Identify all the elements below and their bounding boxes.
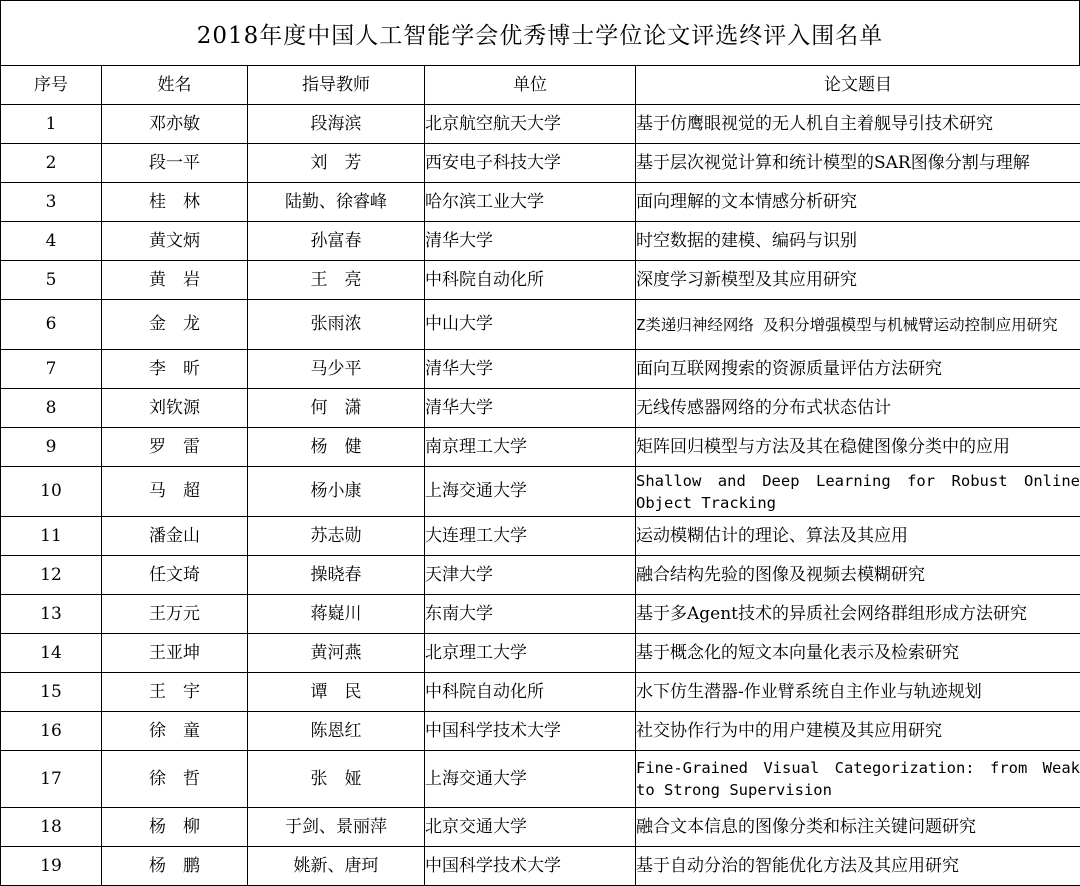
- row-unit: 北京理工大学: [425, 634, 636, 673]
- row-unit: 中国科学技术大学: [425, 847, 636, 886]
- row-name: 任文琦: [102, 556, 248, 595]
- table-row: [1, 634, 1080, 673]
- row-thesis: 融合结构先验的图像及视频去模糊研究: [636, 556, 1080, 595]
- row-name: 潘金山: [102, 517, 248, 556]
- row-number: 14: [1, 634, 102, 673]
- row-advisor: 姚新、唐珂: [248, 847, 425, 886]
- row-unit: 清华大学: [425, 350, 636, 389]
- header-advisor: 指导教师: [248, 66, 425, 105]
- table-row: [1, 847, 1080, 886]
- header-name: 姓名: [102, 66, 248, 105]
- row-name: 王亚坤: [102, 634, 248, 673]
- row-advisor: 苏志勋: [248, 517, 425, 556]
- row-name: 王 宇: [102, 673, 248, 712]
- row-advisor: 马少平: [248, 350, 425, 389]
- row-advisor: 王 亮: [248, 261, 425, 300]
- row-thesis: Shallow and Deep Learning for Robust Online Object Tracking: [636, 467, 1080, 517]
- row-unit: 上海交通大学: [425, 751, 636, 808]
- table-row: [1, 673, 1080, 712]
- table-row: [1, 467, 1080, 517]
- row-number: 11: [1, 517, 102, 556]
- table-row: [1, 808, 1080, 847]
- row-unit: 中山大学: [425, 300, 636, 350]
- table-row: [1, 222, 1080, 261]
- row-number: 18: [1, 808, 102, 847]
- table-row: [1, 556, 1080, 595]
- row-advisor: 刘 芳: [248, 144, 425, 183]
- row-thesis: Z类递归神经网络 及积分增强模型与机械臂运动控制应用研究: [636, 300, 1080, 350]
- table-row: [1, 183, 1080, 222]
- row-advisor: 何 潇: [248, 389, 425, 428]
- row-name: 王万元: [102, 595, 248, 634]
- row-number: 8: [1, 389, 102, 428]
- row-thesis: 水下仿生潜器-作业臂系统自主作业与轨迹规划: [636, 673, 1080, 712]
- row-advisor: 张 娅: [248, 751, 425, 808]
- row-advisor: 孙富春: [248, 222, 425, 261]
- finalist-table: [0, 65, 1080, 886]
- row-number: 9: [1, 428, 102, 467]
- row-thesis: 基于概念化的短文本向量化表示及检索研究: [636, 634, 1080, 673]
- row-unit: 中科院自动化所: [425, 261, 636, 300]
- row-thesis: 基于仿鹰眼视觉的无人机自主着舰导引技术研究: [636, 105, 1080, 144]
- row-name: 杨 柳: [102, 808, 248, 847]
- row-unit: 清华大学: [425, 389, 636, 428]
- row-thesis: 基于层次视觉计算和统计模型的SAR图像分割与理解: [636, 144, 1080, 183]
- row-name: 金 龙: [102, 300, 248, 350]
- row-name: 邓亦敏: [102, 105, 248, 144]
- table-row: [1, 261, 1080, 300]
- row-advisor: 陆勤、徐睿峰: [248, 183, 425, 222]
- row-unit: 中国科学技术大学: [425, 712, 636, 751]
- row-thesis: 社交协作行为中的用户建模及其应用研究: [636, 712, 1080, 751]
- row-thesis: 无线传感器网络的分布式状态估计: [636, 389, 1080, 428]
- table-header-row: [1, 66, 1080, 105]
- row-number: 3: [1, 183, 102, 222]
- row-thesis: 基于多Agent技术的异质社会网络群组形成方法研究: [636, 595, 1080, 634]
- row-number: 15: [1, 673, 102, 712]
- row-number: 16: [1, 712, 102, 751]
- table-row: [1, 712, 1080, 751]
- row-unit: 西安电子科技大学: [425, 144, 636, 183]
- row-advisor: 段海滨: [248, 105, 425, 144]
- row-unit: 北京航空航天大学: [425, 105, 636, 144]
- header-no: 序号: [1, 66, 102, 105]
- row-unit: 中科院自动化所: [425, 673, 636, 712]
- row-advisor: 张雨浓: [248, 300, 425, 350]
- row-name: 黄文炳: [102, 222, 248, 261]
- row-number: 10: [1, 467, 102, 517]
- row-advisor: 杨 健: [248, 428, 425, 467]
- table-row: [1, 428, 1080, 467]
- row-advisor: 黄河燕: [248, 634, 425, 673]
- row-number: 17: [1, 751, 102, 808]
- row-thesis: 面向互联网搜索的资源质量评估方法研究: [636, 350, 1080, 389]
- row-advisor: 于剑、景丽萍: [248, 808, 425, 847]
- table-row: [1, 105, 1080, 144]
- row-thesis: 深度学习新模型及其应用研究: [636, 261, 1080, 300]
- row-number: 4: [1, 222, 102, 261]
- row-name: 段一平: [102, 144, 248, 183]
- row-name: 黄 岩: [102, 261, 248, 300]
- row-thesis: Fine-Grained Visual Categorization: from Weak to Strong Supervision: [636, 751, 1080, 808]
- row-number: 12: [1, 556, 102, 595]
- row-thesis: 矩阵回归模型与方法及其在稳健图像分类中的应用: [636, 428, 1080, 467]
- row-thesis: 融合文本信息的图像分类和标注关键问题研究: [636, 808, 1080, 847]
- row-advisor: 杨小康: [248, 467, 425, 517]
- row-number: 7: [1, 350, 102, 389]
- table-row: [1, 144, 1080, 183]
- row-name: 桂 林: [102, 183, 248, 222]
- row-name: 罗 雷: [102, 428, 248, 467]
- row-thesis: 运动模糊估计的理论、算法及其应用: [636, 517, 1080, 556]
- row-name: 徐 哲: [102, 751, 248, 808]
- header-unit: 单位: [425, 66, 636, 105]
- row-name: 徐 童: [102, 712, 248, 751]
- row-number: 6: [1, 300, 102, 350]
- page-title: 2018年度中国人工智能学会优秀博士学位论文评选终评入围名单: [0, 0, 1080, 65]
- row-name: 刘钦源: [102, 389, 248, 428]
- row-unit: 哈尔滨工业大学: [425, 183, 636, 222]
- row-number: 1: [1, 105, 102, 144]
- row-unit: 大连理工大学: [425, 517, 636, 556]
- row-unit: 南京理工大学: [425, 428, 636, 467]
- row-unit: 天津大学: [425, 556, 636, 595]
- table-row: [1, 751, 1080, 808]
- row-advisor: 谭 民: [248, 673, 425, 712]
- row-advisor: 操晓春: [248, 556, 425, 595]
- row-name: 李 昕: [102, 350, 248, 389]
- table-row: [1, 389, 1080, 428]
- row-name: 马 超: [102, 467, 248, 517]
- row-unit: 上海交通大学: [425, 467, 636, 517]
- table-row: [1, 350, 1080, 389]
- table-row: [1, 300, 1080, 350]
- row-thesis: 面向理解的文本情感分析研究: [636, 183, 1080, 222]
- table-row: [1, 517, 1080, 556]
- row-name: 杨 鹏: [102, 847, 248, 886]
- row-advisor: 蒋嶷川: [248, 595, 425, 634]
- row-unit: 东南大学: [425, 595, 636, 634]
- header-thesis: 论文题目: [636, 66, 1080, 105]
- row-number: 19: [1, 847, 102, 886]
- table-row: [1, 595, 1080, 634]
- row-thesis: 时空数据的建模、编码与识别: [636, 222, 1080, 261]
- row-thesis: 基于自动分治的智能优化方法及其应用研究: [636, 847, 1080, 886]
- row-unit: 北京交通大学: [425, 808, 636, 847]
- row-unit: 清华大学: [425, 222, 636, 261]
- row-number: 13: [1, 595, 102, 634]
- row-number: 5: [1, 261, 102, 300]
- row-number: 2: [1, 144, 102, 183]
- row-advisor: 陈恩红: [248, 712, 425, 751]
